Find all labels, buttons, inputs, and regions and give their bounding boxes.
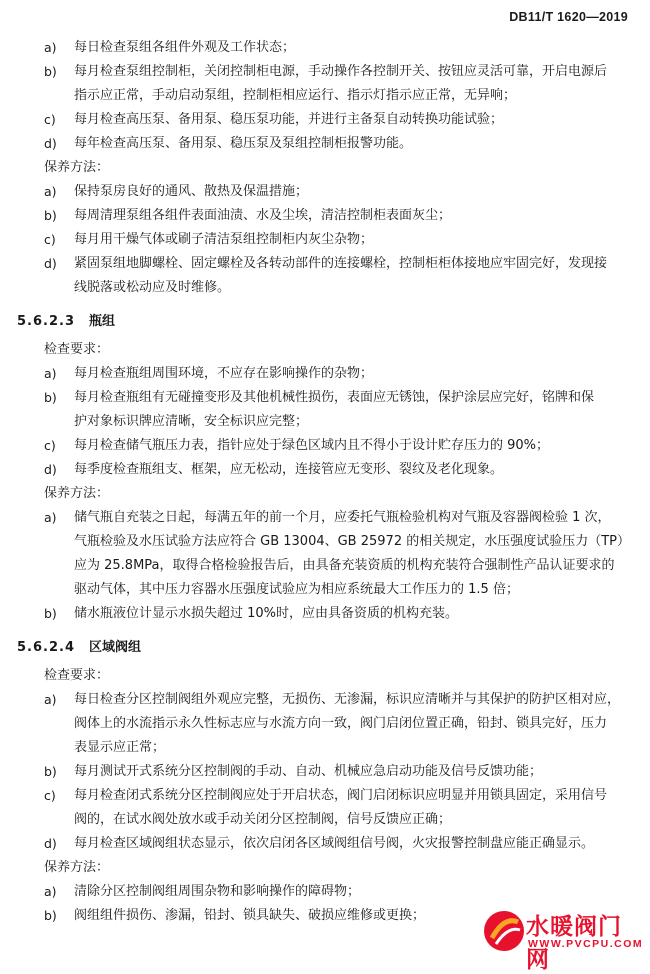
list-item-continuation xyxy=(0,530,650,554)
item-label: b) xyxy=(44,64,57,79)
item-text: 每季度检查瓶组支、框架，应无松动，连接管应无变形、裂纹及老化现象。 xyxy=(74,462,504,477)
watermark-text-cn: 水暖阀门网 xyxy=(526,914,622,973)
subsection-title xyxy=(0,664,650,688)
section-heading xyxy=(17,636,141,660)
item-text: 线脱落或松动应及时维修。 xyxy=(74,280,231,295)
section-heading-5624 xyxy=(0,636,650,660)
pipe-logo-icon xyxy=(482,908,526,954)
item-label: a) xyxy=(44,40,57,55)
item-label: a) xyxy=(44,184,57,199)
item-text: 阀组组件损伤、渗漏，铅封、锁具缺失、破损应维修或更换； xyxy=(74,908,426,923)
item-text: 指示应正常，手动启动泵组，控制柜相应运行、指示灯指示应正常，无异响； xyxy=(74,88,517,103)
item-text: 气瓶检验及水压试验方法应符合 GB 13004、GB 25972 的相关规定，水压强度试验压力（TP） xyxy=(74,534,631,549)
item-label: b) xyxy=(44,908,57,923)
item-label: d) xyxy=(44,836,57,851)
item-label: b) xyxy=(44,764,57,779)
list-item-continuation xyxy=(0,712,650,736)
item-text: 每月检查泵组控制柜，关闭控制柜电源，手动操作各控制开关、按钮应灵活可靠，开启电源后 xyxy=(74,64,608,79)
section-number: 5.6.2.3 xyxy=(17,314,75,329)
maint-title: 保养方法： xyxy=(44,860,110,875)
item-text: 紧固泵组地脚螺栓、固定螺栓及各转动部件的连接螺栓，控制柜柜体接地应牢固完好，发现接 xyxy=(74,256,608,271)
inspect-title: 检查要求： xyxy=(44,342,110,357)
item-label: a) xyxy=(44,366,57,381)
item-text: 驱动气体，其中压力容器水压强度试验应为相应系统最大工作压力的 1.5 倍； xyxy=(74,582,519,597)
section-number: 5.6.2.4 xyxy=(17,640,75,655)
item-label: c) xyxy=(44,112,56,127)
standard-code: DB11/T 1620—2019 xyxy=(509,10,628,24)
list-item xyxy=(0,760,650,784)
item-text: 每日检查泵组各组件外观及工作状态； xyxy=(74,40,296,55)
subsection-title xyxy=(0,856,650,880)
pump-maint-list xyxy=(0,180,650,300)
watermark-logo xyxy=(482,906,644,973)
item-label: a) xyxy=(44,884,57,899)
item-label: b) xyxy=(44,390,57,405)
list-item xyxy=(0,386,650,410)
list-item xyxy=(0,132,650,156)
list-item-continuation xyxy=(0,84,650,108)
list-item xyxy=(0,252,650,276)
list-item xyxy=(0,180,650,204)
item-label: a) xyxy=(44,692,57,707)
section-title: 区域阀组 xyxy=(89,640,142,655)
item-text: 储水瓶液位计显示水损失超过 10%时，应由具备资质的机构充装。 xyxy=(74,606,459,621)
maint-title: 保养方法： xyxy=(44,160,110,175)
list-item xyxy=(0,108,650,132)
subsection-title xyxy=(0,338,650,362)
bottle-maint-list xyxy=(0,506,650,626)
document-body xyxy=(0,36,650,928)
item-text: 每月检查储气瓶压力表，指针应处于绿色区域内且不得小于设计贮存压力的 90%； xyxy=(74,438,550,453)
list-item-continuation xyxy=(0,578,650,602)
item-text: 每月检查高压泵、备用泵、稳压泵功能，并进行主备泵自动转换功能试验； xyxy=(74,112,504,127)
list-item xyxy=(0,362,650,386)
section-heading-5623 xyxy=(0,310,650,334)
list-item-continuation xyxy=(0,736,650,760)
list-item-continuation xyxy=(0,808,650,832)
item-label: d) xyxy=(44,256,57,271)
list-item xyxy=(0,60,650,84)
list-item-continuation xyxy=(0,554,650,578)
list-item xyxy=(0,458,650,482)
list-item xyxy=(0,506,650,530)
item-label: a) xyxy=(44,510,57,525)
pump-inspect-list xyxy=(0,36,650,156)
item-text: 清除分区控制阀组周围杂物和影响操作的障碍物； xyxy=(74,884,361,899)
list-item xyxy=(0,602,650,626)
list-item xyxy=(0,784,650,808)
item-label: c) xyxy=(44,788,56,803)
list-item xyxy=(0,36,650,60)
item-text: 每月测试开式系统分区控制阀的手动、自动、机械应急启动功能及信号反馈功能； xyxy=(74,764,543,779)
list-item xyxy=(0,688,650,712)
subsection-title xyxy=(0,482,650,506)
item-text: 保持泵房良好的通风、散热及保温措施； xyxy=(74,184,309,199)
item-label: d) xyxy=(44,462,57,477)
inspect-title: 检查要求： xyxy=(44,668,110,683)
item-label: b) xyxy=(44,606,57,621)
item-text: 每月检查瓶组周围环境，不应存在影响操作的杂物； xyxy=(74,366,374,381)
item-label: c) xyxy=(44,232,56,247)
item-text: 储气瓶自充装之日起，每满五年的前一个月，应委托气瓶检验机构对气瓶及容器阀检验 1 次， xyxy=(74,510,611,525)
list-item-continuation xyxy=(0,276,650,300)
subsection-title xyxy=(0,156,650,180)
valve-inspect-list xyxy=(0,688,650,856)
watermark-text-en: WWW.PVCPU.COM xyxy=(528,938,644,950)
item-text: 每年检查高压泵、备用泵、稳压泵及泵组控制柜报警功能。 xyxy=(74,136,413,151)
list-item xyxy=(0,832,650,856)
maint-title: 保养方法： xyxy=(44,486,110,501)
item-text: 每月检查瓶组有无碰撞变形及其他机械性损伤，表面应无锈蚀，保护涂层应完好，铭牌和保 xyxy=(74,390,595,405)
section-heading xyxy=(17,310,115,334)
item-text: 阀体上的水流指示永久性标志应与水流方向一致，阀门启闭位置正确，铅封、锁具完好，压力 xyxy=(74,716,608,731)
item-label: d) xyxy=(44,136,57,151)
item-text: 每周清理泵组各组件表面油渍、水及尘埃，清洁控制柜表面灰尘； xyxy=(74,208,452,223)
item-text: 应为 25.8MPa，取得合格检验报告后，由具备充装资质的机构充装符合强制性产品认证要求的 xyxy=(74,558,615,573)
list-item xyxy=(0,434,650,458)
section-title: 瓶组 xyxy=(89,314,116,329)
item-text: 每日检查分区控制阀组外观应完整，无损伤、无渗漏，标识应清晰并与其保护的防护区相对应， xyxy=(74,692,621,707)
list-item xyxy=(0,880,650,904)
item-text: 阀的，在试水阀处放水或手动关闭分区控制阀，信号反馈应正确； xyxy=(74,812,452,827)
item-text: 每月检查闭式系统分区控制阀应处于开启状态，阀门启闭标识应明显并用锁具固定，采用信号 xyxy=(74,788,608,803)
bottle-inspect-list xyxy=(0,362,650,482)
item-label: b) xyxy=(44,208,57,223)
item-text: 每月检查区域阀组状态显示，依次启闭各区域阀组信号阀，火灾报警控制盘应能正确显示。 xyxy=(74,836,595,851)
list-item xyxy=(0,204,650,228)
list-item-continuation xyxy=(0,410,650,434)
item-text: 每月用干燥气体或刷子清洁泵组控制柜内灰尘杂物； xyxy=(74,232,374,247)
item-label: c) xyxy=(44,438,56,453)
item-text: 表显示应正常； xyxy=(74,740,166,755)
item-text: 护对象标识牌应清晰，安全标识应完整； xyxy=(74,414,309,429)
list-item xyxy=(0,228,650,252)
